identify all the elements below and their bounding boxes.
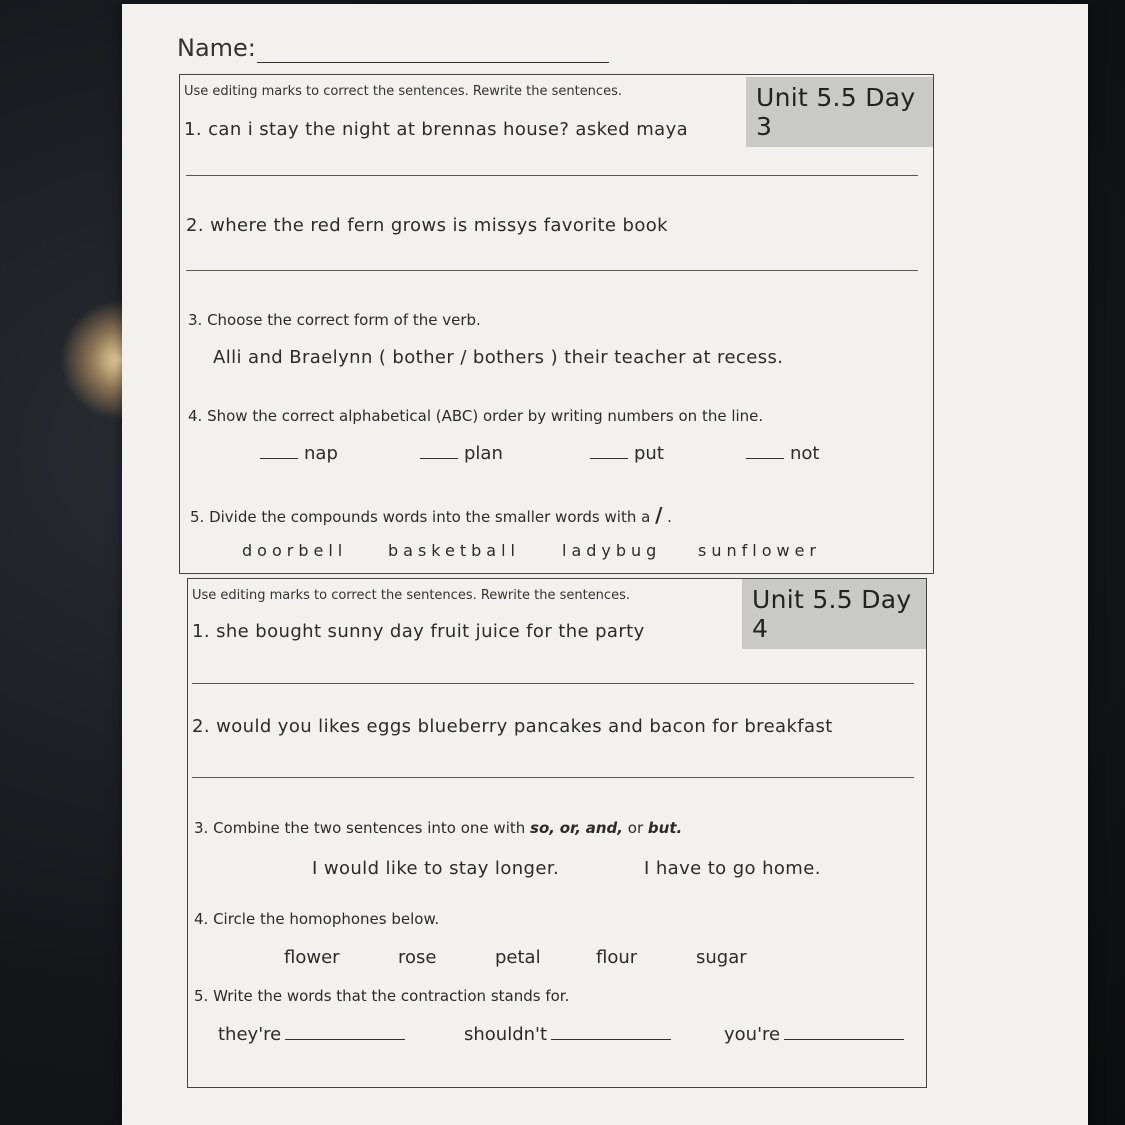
day3-question-3-sentence: Alli and Braelynn ( bother / bothers ) their teacher at recess. (213, 347, 784, 368)
number-blank[interactable] (590, 458, 628, 459)
contraction-blank[interactable] (285, 1039, 405, 1040)
abc-item: plan (420, 443, 503, 464)
day3-question-3-prompt: 3. Choose the correct form of the verb. (188, 311, 481, 329)
day4-question-4-prompt: 4. Circle the homophones below. (194, 910, 440, 928)
abc-item: not (746, 443, 819, 464)
abc-item: nap (260, 443, 338, 464)
day3-question-5-prompt: 5. Divide the compounds words into the smaller words with a / . (190, 503, 672, 527)
homophone-word[interactable]: flour (596, 947, 638, 968)
day4-answer-line-1[interactable] (192, 683, 914, 684)
day4-question-2: 2. would you likes eggs blueberry pancakes and bacon for breakfast (192, 716, 833, 737)
day3-badge: Unit 5.5 Day 3 (746, 77, 933, 147)
name-label: Name: (177, 34, 256, 62)
day4-section (187, 578, 927, 1088)
day4-question-3-prompt: 3. Combine the two sentences into one with so, or, and, or but. (194, 819, 683, 837)
compound-word: sunflower (698, 541, 821, 560)
day3-question-1: 1. can i stay the night at brennas house? asked maya (184, 119, 689, 140)
contraction-item: shouldn't (464, 1024, 671, 1045)
homophone-word[interactable]: flower (284, 947, 340, 968)
name-field-line[interactable] (257, 62, 609, 63)
contraction-item: they're (218, 1024, 405, 1045)
combine-sentence-2: I have to go home. (644, 858, 821, 879)
homophone-word[interactable]: sugar (696, 947, 747, 968)
homophone-word[interactable]: petal (495, 947, 541, 968)
contraction-item: you're (724, 1024, 904, 1045)
contraction-blank[interactable] (551, 1039, 671, 1040)
homophone-word[interactable]: rose (398, 947, 437, 968)
day3-section (179, 74, 934, 574)
worksheet-page (122, 4, 1088, 1125)
day3-question-4-prompt: 4. Show the correct alphabetical (ABC) order by writing numbers on the line. (188, 407, 764, 425)
day4-badge: Unit 5.5 Day 4 (742, 579, 926, 649)
day3-question-2: 2. where the red fern grows is missys favorite book (186, 215, 668, 236)
day4-answer-line-2[interactable] (192, 777, 914, 778)
day4-question-1: 1. she bought sunny day fruit juice for the party (192, 621, 645, 642)
day3-answer-line-2[interactable] (186, 270, 918, 271)
number-blank[interactable] (746, 458, 784, 459)
day4-instructions: Use editing marks to correct the sentences. Rewrite the sentences. (192, 588, 630, 603)
number-blank[interactable] (260, 458, 298, 459)
day3-answer-line-1[interactable] (186, 175, 918, 176)
combine-sentence-1: I would like to stay longer. (312, 858, 560, 879)
compound-word: ladybug (562, 541, 662, 560)
abc-item: put (590, 443, 664, 464)
number-blank[interactable] (420, 458, 458, 459)
day3-instructions: Use editing marks to correct the sentences. Rewrite the sentences. (184, 84, 622, 99)
compound-word: doorbell (242, 541, 348, 560)
compound-word: basketball (388, 541, 520, 560)
day4-question-5-prompt: 5. Write the words that the contraction stands for. (194, 987, 570, 1005)
contraction-blank[interactable] (784, 1039, 904, 1040)
